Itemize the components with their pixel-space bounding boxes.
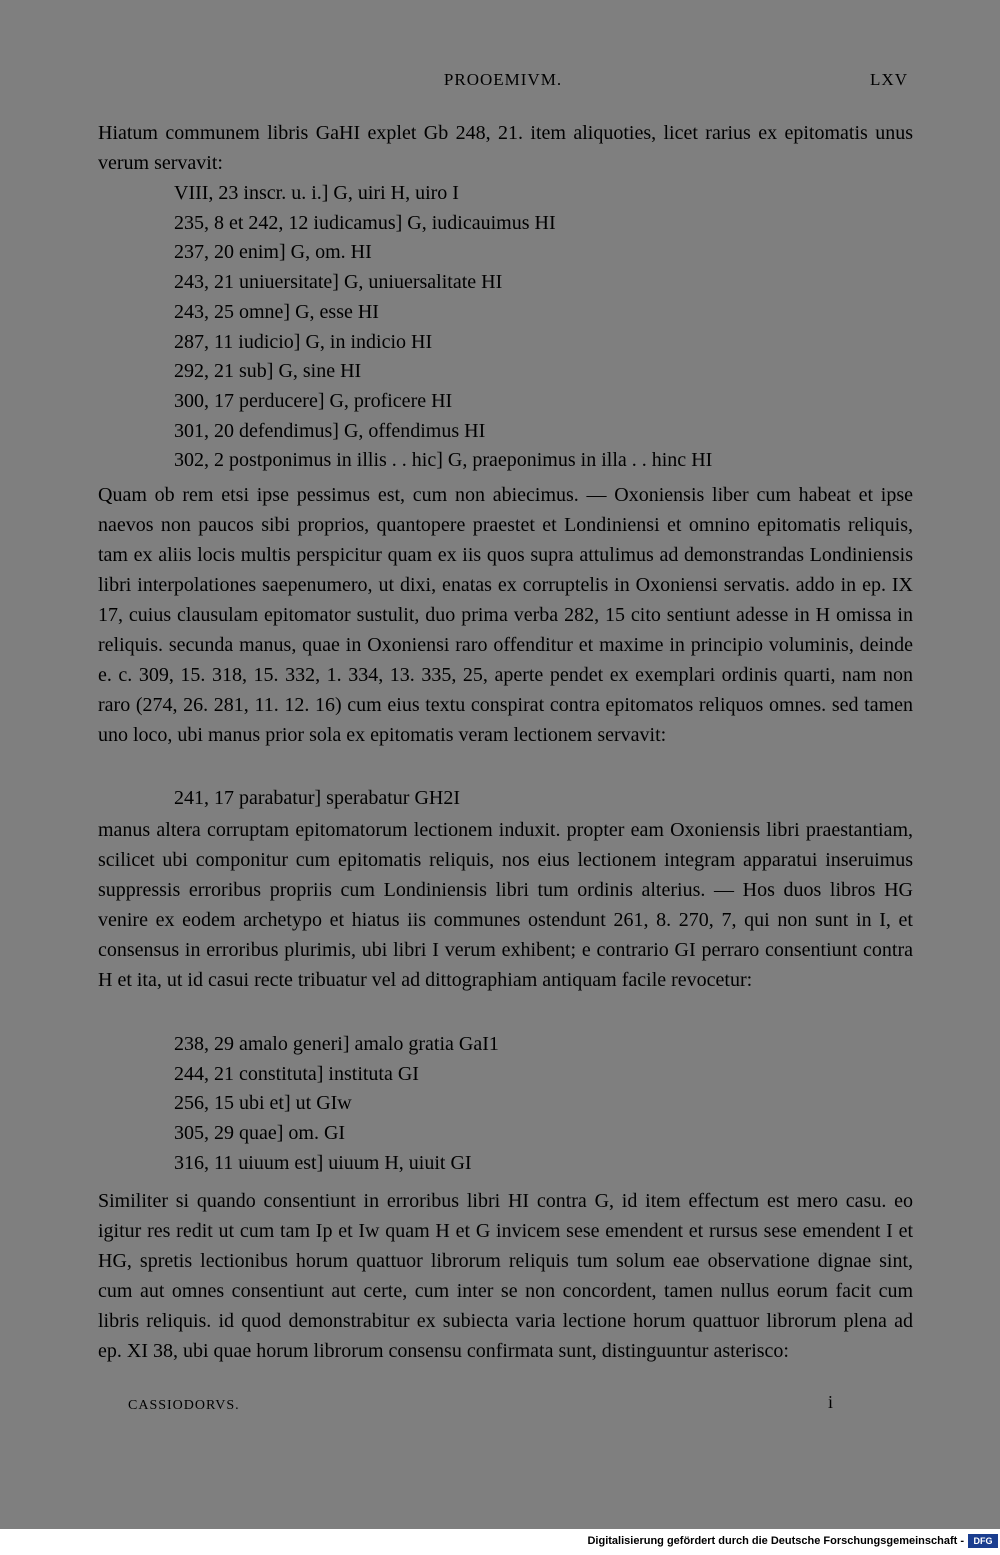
- reading-item: 256, 15 ubi et] ut GIw: [174, 1092, 352, 1115]
- reading-item: 300, 17 perducere] G, proficere HI: [174, 389, 453, 412]
- signature-left: CASSIODORVS.: [128, 1398, 240, 1413]
- paragraph-1: Hiatum communem libris GaHI explet Gb 248, 21. item aliquoties, licet rarius ex epitomatis unus verum servavit:: [98, 122, 913, 174]
- reading-item: 243, 25 omne] G, esse HI: [174, 300, 379, 323]
- reading-item: 301, 20 defendimus] G, offendimus HI: [174, 419, 486, 442]
- readings-list-1: [174, 179, 712, 476]
- footer-bar: [0, 1529, 1000, 1555]
- reading-item: 302, 2 postponimus in illis . . hic] G, praeponimus in illa . . hinc HI: [174, 449, 713, 472]
- reading-item: 235, 8 et 242, 12 iudicamus] G, iudicauimus HI: [174, 211, 556, 234]
- single-reading: 241, 17 parabatur] sperabatur GH2I: [174, 787, 461, 809]
- paragraph-3: manus altera corruptam epitomatorum lectionem induxit. propter eam Oxoniensis libri praestantiam, scilicet ubi componitur cum epitomatis reliquis, nos eius lectionem integram apparatui inseruimus suppressis erroribus propriis cum Londiniensis libri tum ordinis alterius. — Hos duos libros HG venire ex eodem archetypo et hiatus iis communes ostendunt 261, 8. 270, 7, qui non sunt in I, et consensus in erroribus plurimis, ubi libri I verum exhibent; e contrario GI perraro consentiunt contra H et ita, ut id casui recte tribuatur vel ad dittographiam antiquam facile revocetur:: [98, 819, 913, 991]
- page-number: LXV: [870, 70, 908, 89]
- dfg-logo-icon: DFG: [968, 1534, 998, 1548]
- paragraph-4: Similiter si quando consentiunt in erroribus libri HI contra G, id item effectum est mero casu. eo igitur res redit ut cum tam Ip et Iw quam H et G invicem sese emendent et rursus sese emendent I et HG, spretis lectionibus horum quattuor librorum reliquis tum solum eae observatione dignae sint, cum aut omnes consentiunt aut certe, cum inter se non concordent, tamen nullus eorum facit cum libris reliquis. id quod demonstrabitur ex subiecta varia lectione horum quattuor librorum plena ad ep. XI 38, ubi quae horum librorum consensu confirmata sunt, distinguuntur asterisco:: [98, 1190, 913, 1362]
- reading-item: VIII, 23 inscr. u. i.] G, uiri H, uiro I: [174, 182, 459, 204]
- running-head-title: PROOEMIVM.: [443, 70, 563, 89]
- reading-item: 238, 29 amalo generi] amalo gratia GaI1: [174, 1033, 499, 1055]
- readings-list-2: [174, 1030, 499, 1179]
- signature-right: i: [828, 1392, 834, 1412]
- reading-item: 292, 21 sub] G, sine HI: [174, 360, 362, 383]
- reading-item: 287, 11 iudicio] G, in indicio HI: [174, 330, 433, 353]
- reading-item: 243, 21 uniuersitate] G, uniuersalitate HI: [174, 271, 503, 294]
- running-head: [98, 70, 908, 96]
- reading-item: 244, 21 constituta] instituta GI: [174, 1062, 419, 1085]
- reading-item: 237, 20 enim] G, om. HI: [174, 241, 372, 264]
- reading-item: 316, 11 uiuum est] uiuum H, uiuit GI: [174, 1151, 472, 1174]
- reading-item: 305, 29 quae] om. GI: [174, 1122, 346, 1145]
- footer-text: Digitalisierung gefördert durch die Deutsche Forschungsgemeinschaft -: [587, 1535, 964, 1547]
- paragraph-2: Quam ob rem etsi ipse pessimus est, cum non abiecimus. — Oxoniensis liber cum habeat et ipse naevos non paucos sibi proprios, quantopere praestet et Londiniensi et omnino epitomatis reliquis, tam ex aliis locis multis perspicitur quam ex iis quos supra attulimus ad demonstrandas Londiniensis libri interpolationes saepenumero, ut dixi, enatas ex corruptelis in Oxoniensi servatis. addo in ep. IX 17, cuius clausulam epitomator sustulit, duo prima verba 282, 15 cito sentiunt adesse in H omissa in reliquis. secunda manus, quae in Oxoniensi raro offenditur et maxime in principio voluminis, deinde e. c. 309, 15. 318, 15. 332, 1. 334, 13. 335, 25, aperte pendet ex exemplari ordinis quarti, nam non raro (274, 26. 281, 11. 12. 16) cum eius textu conspirat contra epitomatos reliquos omnes. sed tamen uno loco, ubi manus prior sola ex epitomatis veram lectionem servavit:: [98, 484, 913, 746]
